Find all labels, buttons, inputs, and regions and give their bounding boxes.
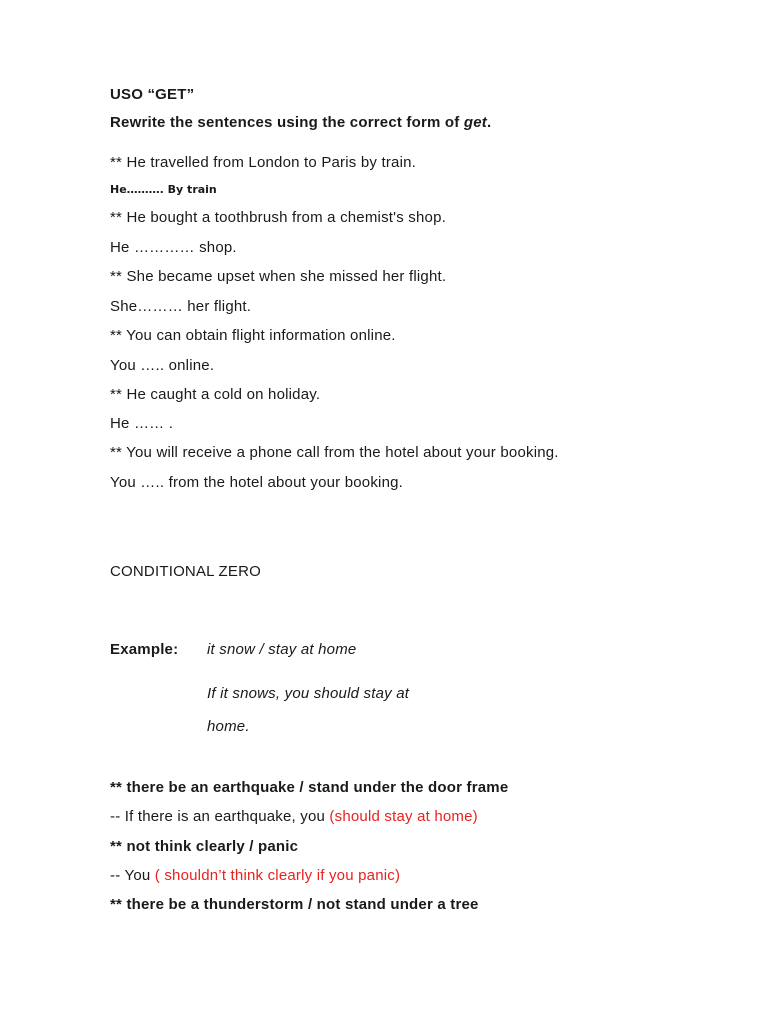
example-answer-line-2: home. — [207, 718, 250, 735]
exercise-answer-2: He ………… shop. — [110, 239, 237, 256]
exercise-sentence-2: ** He bought a toothbrush from a chemist's shop. — [110, 209, 446, 226]
exercise-answer-3: She……… her flight. — [110, 298, 252, 315]
exercise-sentence-3: ** She became upset when she missed her flight. — [110, 268, 447, 285]
section-heading: CONDITIONAL ZERO — [110, 563, 261, 580]
exercise-sentence-5: ** He caught a cold on holiday. — [110, 386, 321, 403]
exercise-sentence-1: ** He travelled from London to Paris by train. — [110, 154, 417, 171]
exercise-answer-5: He …… . — [110, 415, 174, 432]
conditional-answer-1 — [110, 808, 478, 825]
instruction-prefix: Rewrite the sentences using the correct form of — [110, 114, 464, 131]
example-prompt: it snow / stay at home — [207, 641, 357, 658]
conditional-prompt-2: ** not think clearly / panic — [110, 838, 299, 855]
page-title: USO “GET” — [110, 86, 195, 103]
conditional-prompt-1: ** there be an earthquake / stand under the door frame — [110, 779, 509, 796]
instruction — [110, 114, 491, 131]
exercise-answer-6: You ….. from the hotel about your booking. — [110, 474, 404, 491]
example-label: Example: — [110, 641, 179, 658]
exercise-answer-1: He………. By train — [110, 183, 217, 196]
conditional-prompt-3: ** there be a thunderstorm / not stand under a tree — [110, 896, 479, 913]
instruction-keyword: get — [463, 114, 487, 131]
exercise-answer-4: You ….. online. — [110, 357, 215, 374]
exercise-sentence-4: ** You can obtain flight information online. — [110, 327, 396, 344]
answer-prefix: -- You — [110, 867, 155, 884]
answer-highlight: ( shouldn’t think clearly if you panic) — [154, 867, 401, 884]
instruction-suffix: . — [486, 114, 492, 131]
exercise-sentence-6: ** You will receive a phone call from the hotel about your booking. — [110, 444, 559, 461]
example-answer-line-1: If it snows, you should stay at — [207, 685, 410, 702]
answer-prefix: -- If there is an earthquake, you — [110, 808, 330, 825]
conditional-answer-2 — [110, 867, 400, 884]
answer-highlight: (should stay at home) — [329, 808, 478, 825]
